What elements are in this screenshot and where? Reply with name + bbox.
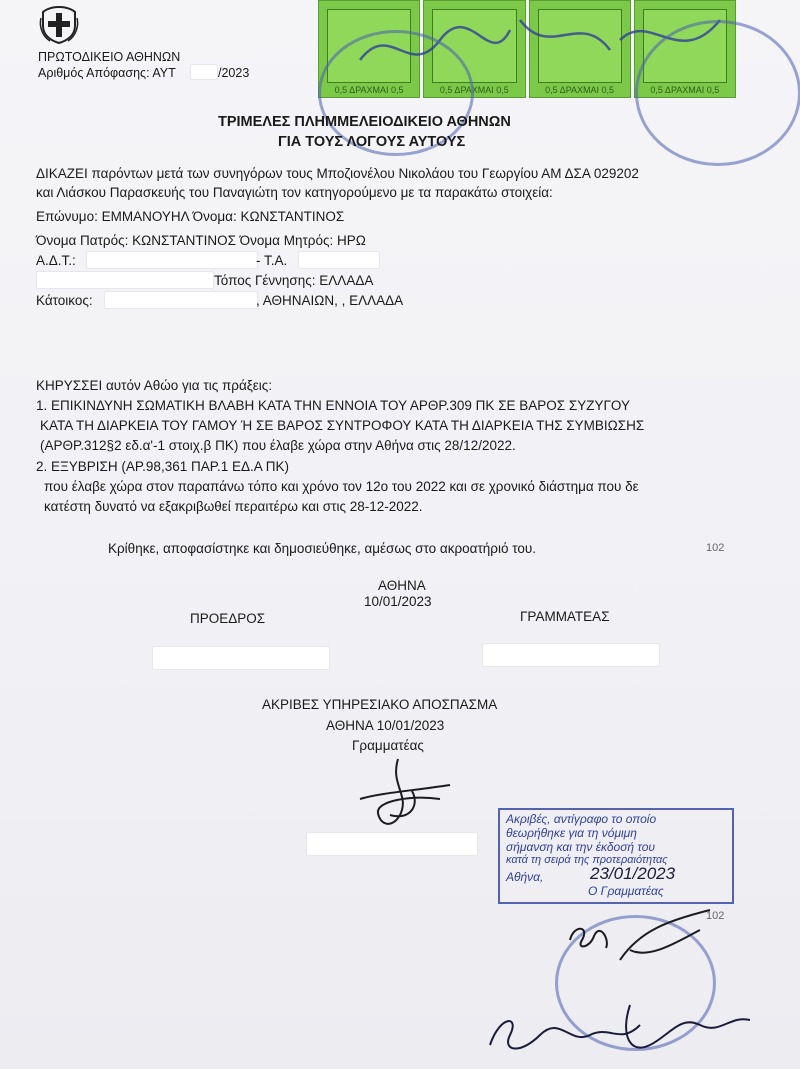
redacted-id-number xyxy=(86,251,258,269)
fiscal-stamp: 0,5 ΔΡΑΧΜΑΙ 0,5 xyxy=(318,0,420,98)
round-stamp xyxy=(635,20,800,166)
cert-line-4: κατά τη σειρά της προτεραιότητας xyxy=(506,854,668,866)
charge-2-line-2: που έλαβε χώρα στον παραπάνω τόπο και χρόνο τον 12ο του 2022 και σε χρονικό διάστημα που δε xyxy=(44,479,639,494)
greek-coat-of-arms-icon xyxy=(38,4,80,44)
resident-value: , ΑΘΗΝΑΙΩΝ, , ΕΛΛΑΔΑ xyxy=(256,293,404,308)
cert-line-5: Αθήνα, xyxy=(506,870,544,884)
extract-title: ΑΚΡΙΒΕΣ ΥΠΗΡΕΣΙΑΚΟ ΑΠΟΣΠΑΣΜΑ xyxy=(262,697,498,712)
president-label: ΠΡΟΕΔΡΟΣ xyxy=(190,611,266,626)
secretary-label: ΓΡΑΜΜΑΤΕΑΣ xyxy=(520,609,610,624)
cert-handwritten-date: 23/01/2023 xyxy=(590,864,676,883)
secretary-signature xyxy=(350,755,460,835)
cert-line-1: Ακριβές, αντίγραφο το οποίο xyxy=(506,812,657,826)
redacted-secretary-name xyxy=(482,643,660,667)
court-title: ΤΡΙΜΕΛΕΣ ΠΛΗΜΜΕΛΕΙΟΔΙΚΕΙΟ ΑΘΗΝΩΝ xyxy=(218,114,511,130)
redacted-birthdate xyxy=(36,271,214,289)
charge-2-line-1: 2. ΕΞΥΒΡΙΣΗ (ΑΡ.98,361 ΠΑΡ.1 ΕΔ.Α ΠΚ) xyxy=(36,459,290,474)
verdict-intro: ΚΗΡΥΣΣΕΙ αυτόν Αθώο για τις πράξεις: xyxy=(36,378,273,393)
charge-2-line-3: κατέστη δυνατό να εξακριβωθεί περαιτέρω και στις 28-12-2022. xyxy=(44,499,423,514)
judges-line-2: και Λιάσκου Παρασκευής του Παναγιώτη τον κατηγορούμενο με τα παρακάτω στοιχεία: xyxy=(36,185,553,200)
margin-code: 102 xyxy=(706,542,725,554)
redacted-secretary-signature-name xyxy=(306,832,478,856)
city: ΑΘΗΝΑ xyxy=(378,578,426,593)
decision-year: /2023 xyxy=(218,66,250,80)
charge-1-line-3: (ΑΡΘΡ.312§2 εδ.α'-1 στοιχ.β ΠΚ) που έλαβε χώρα στην Αθήνα στις 28/12/2022. xyxy=(40,438,516,453)
cert-secretary: Ο Γραμματέας xyxy=(588,884,664,898)
redacted-president-name xyxy=(152,646,330,670)
charge-1-line-2: ΚΑΤΑ ΤΗ ΔΙΑΡΚΕΙΑ ΤΟΥ ΓΑΜΟΥ Ή ΣΕ ΒΑΡΟΣ ΣΥΝΤΡΟΦΟΥ ΚΑΤΑ ΤΗ ΔΙΑΡΚΕΙΑ ΤΗΣ ΣΥΜΒΙΩΣΗΣ xyxy=(40,418,645,433)
court-name: ΠΡΩΤΟΔΙΚΕΙΟ ΑΘΗΝΩΝ xyxy=(38,50,181,64)
extract-place-date: ΑΘΗΝΑ 10/01/2023 xyxy=(326,718,445,733)
decision-date: 10/01/2023 xyxy=(364,594,432,609)
certifier-signature xyxy=(560,900,740,980)
cert-margin-code: 102 xyxy=(706,910,725,922)
fiscal-stamp: 0,5 ΔΡΑΧΜΑΙ 0,5 xyxy=(423,0,525,98)
redacted-decision-number xyxy=(190,64,218,80)
resident-label: Κάτοικος: xyxy=(36,293,93,308)
fiscal-stamp: 0,5 ΔΡΑΧΜΑΙ 0,5 xyxy=(529,0,631,98)
decision-statement: Κρίθηκε, αποφασίστηκε και δημοσιεύθηκε, αμέσως στο ακροατήριό του. xyxy=(108,541,537,556)
decision-number-label: Αριθμός Απόφασης: ΑΥΤ xyxy=(38,66,176,80)
ruling-heading: ΓΙΑ ΤΟΥΣ ΛΟΓΟΥΣ ΑΥΤΟΥΣ xyxy=(278,134,466,150)
cert-line-3: σήμανση και την έκδοσή του xyxy=(506,840,656,854)
judges-line-1: ΔΙΚΑΖΕΙ παρόντων μετά των συνηγόρων τους Μποζιονέλου Νικολάου του Γεωργίου ΑΜ ΔΣΑ 029202 xyxy=(36,166,639,181)
cert-line-2: θεωρήθηκε για τη νόμιμη xyxy=(506,826,637,840)
id-label: Α.Δ.Τ.: xyxy=(36,253,76,268)
defendant-names: Επώνυμο: ΕΜΜΑΝΟΥΗΛ Όνομα: ΚΩΝΣΤΑΝΤΙΝΟΣ xyxy=(36,209,345,224)
defendant-parents: Όνομα Πατρός: ΚΩΝΣΤΑΝΤΙΝΟΣ Όνομα Μητρός: ΗΡΩ xyxy=(36,233,366,248)
redacted-ta xyxy=(298,251,380,269)
redacted-address xyxy=(104,291,258,309)
birthplace: Τόπος Γέννησης: ΕΛΛΑΔΑ xyxy=(214,273,374,288)
ta-label: - Τ.Α. xyxy=(256,253,288,268)
fiscal-stamp: 0,5 ΔΡΑΧΜΑΙ 0,5 xyxy=(634,0,736,98)
clerk-signature xyxy=(480,985,780,1065)
extract-secretary: Γραμματέας xyxy=(352,738,424,753)
charge-1-line-1: 1. ΕΠΙΚΙΝΔΥΝΗ ΣΩΜΑΤΙΚΗ ΒΛΑΒΗ ΚΑΤΑ ΤΗΝ ΕΝΝΟΙΑ ΤΟΥ ΑΡΘΡ.309 ΠΚ ΣΕ ΒΑΡΟΣ ΣΥΖΥΓΟΥ xyxy=(36,398,631,413)
